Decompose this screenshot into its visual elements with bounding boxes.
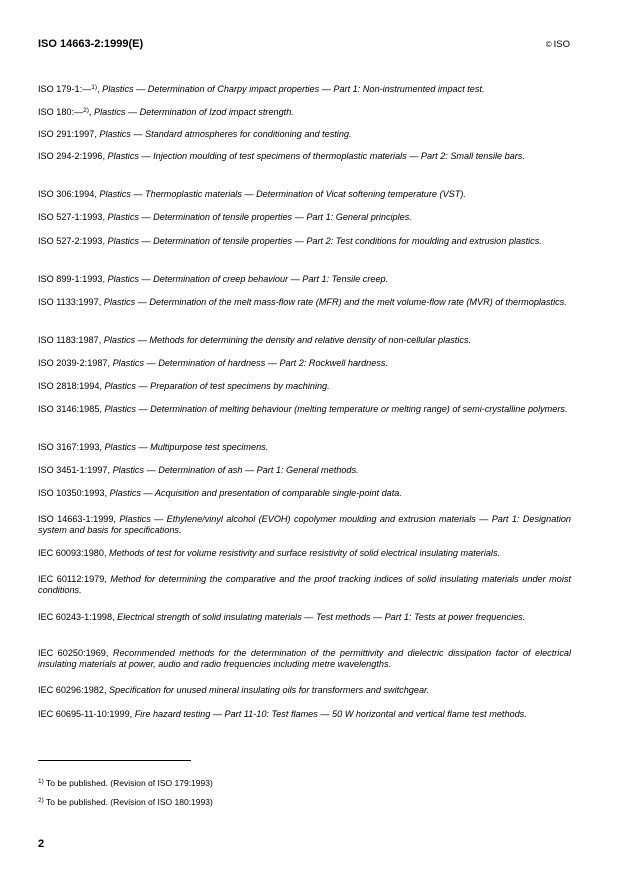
reference-entry — [38, 488, 571, 499]
reference-separator: , — [98, 297, 104, 307]
reference-title: Plastics — Determination of tensile properties — Part 2: Test conditions for moulding and extrusion plastics. — [107, 236, 542, 246]
reference-code: ISO 294-2:1996 — [38, 151, 103, 161]
reference-separator: , — [112, 612, 118, 622]
reference-entry — [38, 381, 571, 392]
reference-title: Methods of test for volume resistivity and surface resistivity of solid electrical insulating materials. — [109, 548, 501, 558]
reference-title: Plastics — Ethylene/vinyl alcohol (EVOH) copolymer moulding and extrusion materials — Part 1: Designation system and basis for specifications. — [38, 514, 571, 535]
reference-entry — [38, 129, 571, 140]
copyright-org: ISO — [553, 39, 570, 50]
reference-code: ISO 1133:1997 — [38, 297, 99, 307]
reference-title: Plastics — Preparation of test specimens by machining. — [104, 381, 330, 391]
reference-separator: , — [99, 404, 105, 414]
reference-entry — [38, 612, 571, 623]
reference-title: Electrical strength of solid insulating materials — Test methods — Part 1: Tests at power frequencies. — [117, 612, 526, 622]
reference-separator: , — [102, 212, 108, 222]
reference-title: Plastics — Methods for determining the density and relative density of non-cellular plastics. — [103, 335, 472, 345]
reference-entry — [38, 685, 571, 696]
footnote-text: To be published. (Revision of ISO 179:1993) — [46, 778, 213, 788]
reference-code: ISO 180:— — [38, 107, 84, 117]
reference-separator: , — [129, 709, 135, 719]
reference-separator: , — [104, 574, 111, 584]
reference-code: ISO 2818:1994 — [38, 381, 100, 391]
reference-entry — [38, 574, 571, 596]
reference-code: ISO 10350:1993 — [38, 488, 105, 498]
footnote-reference: 1) — [91, 84, 98, 91]
reference-separator: , — [98, 335, 104, 345]
reference-entry — [38, 404, 571, 415]
reference-code: ISO 3146:1985 — [38, 404, 100, 414]
reference-code: IEC 60296:1982 — [38, 685, 104, 695]
page-number: 2 — [38, 838, 45, 850]
reference-title: Recommended methods for the determination of the permittivity and dielectric dissipation factor of electrical insulating materials at power, audio and radio frequencies including metre wavelengths. — [38, 648, 572, 669]
reference-title: Method for determining the comparative and the proof tracking indices of solid insulating materials under moist conditions. — [38, 574, 571, 595]
reference-code: IEC 60243-1:1998 — [38, 612, 113, 622]
reference-entry — [38, 335, 571, 346]
reference-separator: , — [99, 381, 105, 391]
reference-separator: , — [102, 236, 108, 246]
footnote-mark: 2) — [38, 797, 44, 804]
reference-code: ISO 527-1:1993 — [38, 212, 103, 222]
reference-title: Plastics — Determination of tensile properties — Part 1: General principles. — [107, 212, 412, 222]
reference-separator: , — [107, 358, 113, 368]
reference-entry — [38, 514, 571, 536]
reference-code: ISO 291:1997 — [38, 129, 95, 139]
reference-code: IEC 60093:1980 — [38, 548, 104, 558]
reference-title: Plastics — Standard atmospheres for conditioning and testing. — [99, 129, 352, 139]
reference-title: Fire hazard testing — Part 11-10: Test flames — 50 W horizontal and vertical flame test methods. — [134, 709, 527, 719]
reference-code: IEC 60695-11-10:1999 — [38, 709, 130, 719]
reference-separator: , — [99, 442, 105, 452]
reference-entry — [38, 107, 571, 118]
reference-entry — [38, 274, 571, 285]
reference-entry — [38, 548, 571, 559]
reference-title: Plastics — Acquisition and presentation of comparable single-point data. — [109, 488, 402, 498]
reference-separator: , — [94, 129, 100, 139]
document-id: ISO 14663-2:1999(E) — [38, 38, 144, 50]
reference-code: ISO 899-1:1993 — [38, 274, 103, 284]
reference-separator: , — [105, 648, 113, 658]
reference-title: Plastics — Thermoplastic materials — Determination of Vicat softening temperature (VST). — [99, 189, 466, 199]
reference-separator: , — [113, 514, 120, 524]
reference-code: ISO 3451-1:1997 — [38, 465, 108, 475]
reference-separator: , — [102, 274, 108, 284]
footnote-2 — [38, 797, 213, 807]
copyright-symbol: © — [545, 40, 552, 49]
reference-separator: , — [97, 84, 103, 94]
reference-separator: , — [88, 107, 94, 117]
footnote-reference: 2) — [83, 107, 89, 114]
reference-separator: , — [103, 685, 110, 695]
reference-entry — [38, 84, 571, 95]
reference-code: IEC 60112:1979 — [38, 574, 105, 584]
reference-title: Specification for unused mineral insulating oils for transformers and switchgear. — [109, 685, 430, 695]
footnote-separator — [38, 760, 191, 761]
reference-separator: , — [102, 151, 108, 161]
reference-title: Plastics — Determination of ash — Part 1: General methods. — [112, 465, 359, 475]
reference-separator: , — [104, 488, 110, 498]
footnote-1 — [38, 778, 213, 788]
reference-entry — [38, 465, 571, 476]
reference-code: ISO 3167:1993 — [38, 442, 100, 452]
reference-separator: , — [94, 189, 100, 199]
reference-title: Plastics — Determination of the melt mass-flow rate (MFR) and the melt volume-flow rate (MVR) of thermoplastics. — [103, 297, 567, 307]
reference-entry — [38, 151, 571, 162]
reference-code: IEC 60250:1969 — [38, 648, 106, 658]
reference-title: Plastics — Multipurpose test specimens. — [104, 442, 269, 452]
reference-title: Plastics — Determination of Charpy impact properties — Part 1: Non-instrumented impact test. — [102, 84, 485, 94]
reference-title: Plastics — Determination of Izod impact strength. — [94, 107, 294, 117]
reference-entry — [38, 236, 571, 247]
reference-entry — [38, 358, 571, 369]
reference-code: ISO 306:1994 — [38, 189, 95, 199]
reference-entry — [38, 297, 571, 308]
reference-entry — [38, 189, 571, 200]
reference-title: Plastics — Determination of hardness — Part 2: Rockwell hardness. — [112, 358, 388, 368]
copyright-notice — [546, 39, 570, 50]
footnote-text: To be published. (Revision of ISO 180:1993) — [46, 797, 213, 807]
reference-entry — [38, 442, 571, 453]
footnote-mark: 1) — [38, 778, 44, 785]
reference-code: ISO 1183:1987 — [38, 335, 99, 345]
reference-title: Plastics — Determination of creep behaviour — Part 1: Tensile creep. — [107, 274, 389, 284]
reference-separator: , — [103, 548, 110, 558]
reference-separator: , — [107, 465, 113, 475]
reference-title: Plastics — Injection moulding of test specimens of thermoplastic materials — Part 2: Small tensile bars. — [107, 151, 525, 161]
reference-entry — [38, 648, 571, 670]
reference-code: ISO 527-2:1993 — [38, 236, 103, 246]
reference-entry — [38, 212, 571, 223]
reference-code: ISO 2039-2:1987 — [38, 358, 108, 368]
reference-code: ISO 14663-1:1999 — [38, 514, 114, 524]
reference-title: Plastics — Determination of melting behaviour (melting temperature or melting range) of semi-crystalline polymers. — [104, 404, 568, 414]
reference-entry — [38, 709, 571, 720]
reference-code: ISO 179-1:— — [38, 84, 92, 94]
